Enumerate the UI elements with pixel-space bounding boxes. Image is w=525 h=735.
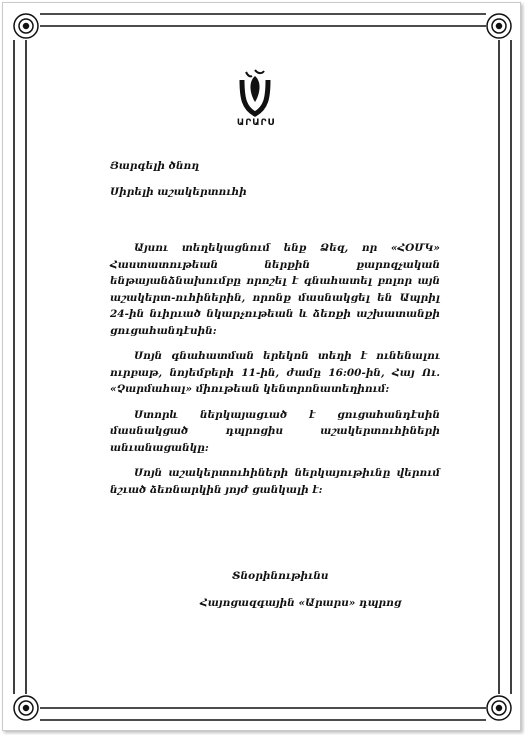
paragraph-1: Այսու տեղեկացնում ենք Ձեզ, որ «ՀՕՄԿ» Հաստատութեան ներքին քարոզչական ենթայանձնախումբը որոշել է գնահատել բոլոր այն աշակերտ-ուհիներին, որոնք մասնակցել են Ապրիլ 24-ին նւիրւած նկարչութեան և ձեռքի աշխատանքի ցուցահանդէսին: [110, 242, 440, 337]
salutation-parent: Յարգելի ծնող [110, 160, 200, 172]
salutation-student: Սիրելի աշակերտուհի [110, 186, 247, 198]
signature-title: Տնօրինութիւնս [232, 570, 329, 582]
paragraph-2: Սոյն գնահատման երեկոն տեղի է ունենալու ուրբաթ, նոյեմբերի 11-ին, ժամը 16:00-ին, Հայ Ու. «Չարմահալ» միութեան կենտրոնատեղիում: [110, 350, 440, 395]
signature-school: Հայոցազգային «Արարս» դպրոց [200, 597, 402, 609]
logo-text: ԱՐԱՐՍ [236, 118, 276, 128]
paragraph-4: Սոյն աշակերտուհիների ներկայութիւնը վերում նշւած ձեռնարկին յոյժ ցանկալի է: [110, 467, 440, 496]
letter-body [110, 240, 440, 507]
paragraph-3: Ստորև ներկայացւած է ցուցահանդէսին մասնակցած դպրոցիս աշակերտուհիների անւանացանկը: [110, 408, 440, 454]
